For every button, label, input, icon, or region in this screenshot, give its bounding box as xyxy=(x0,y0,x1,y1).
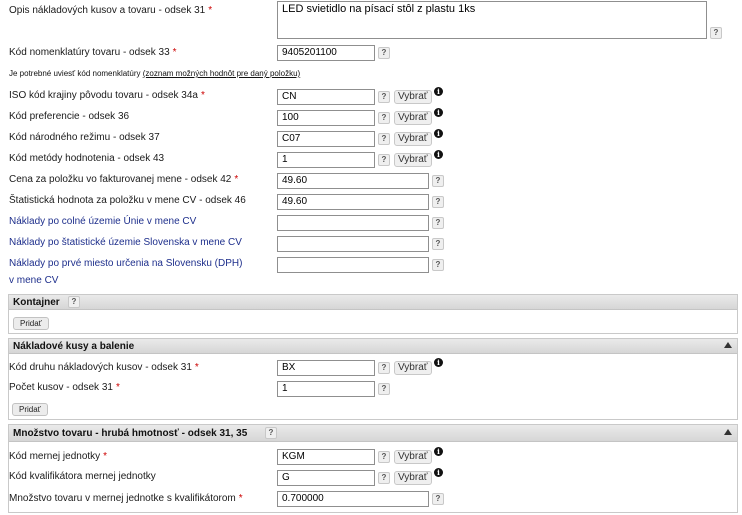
cena-polozky-help-icon[interactable]: ? xyxy=(432,175,444,187)
collapse-up-icon[interactable] xyxy=(724,342,732,348)
naklady-statisticke-label: Náklady po štatistické územie Slovenska v mene CV xyxy=(9,237,242,248)
mnozstvo-section-header[interactable] xyxy=(9,425,737,442)
metoda-hodnotenia-info-icon[interactable]: i xyxy=(434,150,443,159)
mnozstvo-kvalifikator-info-icon[interactable]: i xyxy=(434,468,443,477)
kusy-pridat-button[interactable]: Pridať xyxy=(12,403,48,416)
kontajner-section xyxy=(8,294,738,334)
nomenklatura-list-link[interactable]: (zoznam možných hodnôt pre daný položku) xyxy=(142,69,301,78)
mnozstvo-kvalifikator-input[interactable]: G xyxy=(277,470,375,486)
required-mark: * xyxy=(201,90,205,101)
naklady-prve-miesto-label: Náklady po prvé miesto určenia na Slovensku (DPH) xyxy=(9,258,243,269)
naklady-prve-miesto-label-line2: v mene CV xyxy=(9,275,59,286)
narodny-rezim-input[interactable]: C07 xyxy=(277,131,375,147)
mnozstvo-jednotka-help-icon[interactable]: ? xyxy=(378,451,390,463)
mnozstvo-kval-label: Množstvo tovaru v mernej jednotke s kvalifikátorom * xyxy=(9,493,243,504)
opis-textarea[interactable]: LED svietidlo na písací stôl z plastu 1ks xyxy=(277,1,707,39)
metoda-hodnotenia-vybrat-button[interactable]: Vybrať xyxy=(394,153,432,167)
mnozstvo-kvalifikator-vybrat-button[interactable]: Vybrať xyxy=(394,471,432,485)
iso-krajina-info-icon[interactable]: i xyxy=(434,87,443,96)
cena-polozky-input[interactable]: 49.60 xyxy=(277,173,429,189)
naklady-prve-miesto-input[interactable] xyxy=(277,257,429,273)
required-mark: * xyxy=(234,174,239,185)
preferencie-label: Kód preferencie - odsek 36 xyxy=(9,111,130,122)
kontajner-section-header[interactable] xyxy=(9,295,737,310)
kusy-pocet-help-icon[interactable]: ? xyxy=(378,383,390,395)
kusy-title: Nákladové kusy a balenie xyxy=(13,341,135,352)
metoda-hodnotenia-label: Kód metódy hodnotenia - odsek 43 xyxy=(9,153,165,164)
naklady-unia-input[interactable] xyxy=(277,215,429,231)
statisticka-hodnota-input[interactable]: 49.60 xyxy=(277,194,429,210)
nomenklatura-note: Je potrebné uviesť kód nomenklatúry (zoznam možných hodnôt pre daný položku) xyxy=(9,69,301,78)
kod-nomenklatury-help-icon[interactable]: ? xyxy=(378,47,390,59)
iso-krajina-label: ISO kód krajiny pôvodu tovaru - odsek 34a * xyxy=(9,90,205,101)
mnozstvo-title: Množstvo tovaru - hrubá hmotnosť - odsek 31, 35 xyxy=(13,428,248,439)
required-mark: * xyxy=(172,47,177,58)
naklady-unia-help-icon[interactable]: ? xyxy=(432,217,444,229)
statisticka-hodnota-label: Štatistická hodnota za položku v mene CV - odsek 46 xyxy=(9,195,246,206)
naklady-unia-label: Náklady po colné územie Únie v mene CV xyxy=(9,216,197,227)
metoda-hodnotenia-input[interactable]: 1 xyxy=(277,152,375,168)
preferencie-vybrat-button[interactable]: Vybrať xyxy=(394,111,432,125)
mnozstvo-kval-help-icon[interactable]: ? xyxy=(432,493,444,505)
metoda-hodnotenia-help-icon[interactable]: ? xyxy=(378,154,390,166)
iso-krajina-input[interactable]: CN xyxy=(277,89,375,105)
kontajner-title: Kontajner xyxy=(13,297,60,308)
mnozstvo-jednotka-info-icon[interactable]: i xyxy=(434,447,443,456)
kod-nomenklatury-input[interactable]: 9405201100 xyxy=(277,45,375,61)
mnozstvo-help-icon[interactable]: ? xyxy=(265,427,277,439)
naklady-prve-miesto-help-icon[interactable]: ? xyxy=(432,259,444,271)
required-mark: * xyxy=(103,451,108,462)
preferencie-input[interactable]: 100 xyxy=(277,110,375,126)
kusy-druh-help-icon[interactable]: ? xyxy=(378,362,390,374)
required-mark: * xyxy=(238,493,243,504)
statisticka-hodnota-help-icon[interactable]: ? xyxy=(432,196,444,208)
kusy-druh-info-icon[interactable]: i xyxy=(434,358,443,367)
required-mark: * xyxy=(115,382,120,393)
preferencie-info-icon[interactable]: i xyxy=(434,108,443,117)
kusy-druh-input[interactable]: BX xyxy=(277,360,375,376)
mnozstvo-kval-input[interactable]: 0.700000 xyxy=(277,491,429,507)
mnozstvo-jednotka-label: Kód mernej jednotky * xyxy=(9,451,108,462)
required-mark: * xyxy=(208,5,213,16)
narodny-rezim-label: Kód národného režimu - odsek 37 xyxy=(9,132,160,143)
kusy-pocet-label: Počet kusov - odsek 31 * xyxy=(9,382,120,393)
kontajner-pridat-button[interactable]: Pridať xyxy=(13,317,49,330)
kusy-druh-vybrat-button[interactable]: Vybrať xyxy=(394,361,432,375)
iso-krajina-help-icon[interactable]: ? xyxy=(378,91,390,103)
iso-krajina-vybrat-button[interactable]: Vybrať xyxy=(394,90,432,104)
opis-help-icon[interactable]: ? xyxy=(710,27,722,39)
mnozstvo-jednotka-input[interactable]: KGM xyxy=(277,449,375,465)
mnozstvo-kvalifikator-label: Kód kvalifikátora mernej jednotky xyxy=(9,471,156,482)
collapse-up-icon[interactable] xyxy=(724,429,732,435)
preferencie-help-icon[interactable]: ? xyxy=(378,112,390,124)
kusy-section-header[interactable] xyxy=(9,339,737,354)
mnozstvo-jednotka-vybrat-button[interactable]: Vybrať xyxy=(394,450,432,464)
narodny-rezim-info-icon[interactable]: i xyxy=(434,129,443,138)
narodny-rezim-help-icon[interactable]: ? xyxy=(378,133,390,145)
kod-nomenklatury-label: Kód nomenklatúry tovaru - odsek 33 * xyxy=(9,47,177,58)
narodny-rezim-vybrat-button[interactable]: Vybrať xyxy=(394,132,432,146)
kusy-druh-label: Kód druhu nákladových kusov - odsek 31 * xyxy=(9,362,199,373)
kusy-section xyxy=(8,338,738,420)
kontajner-help-icon[interactable]: ? xyxy=(68,296,80,308)
required-mark: * xyxy=(194,362,199,373)
naklady-statisticke-help-icon[interactable]: ? xyxy=(432,238,444,250)
mnozstvo-kvalifikator-help-icon[interactable]: ? xyxy=(378,472,390,484)
cena-polozky-label: Cena za položku vo fakturovanej mene - odsek 42 * xyxy=(9,174,239,185)
kusy-pocet-input[interactable]: 1 xyxy=(277,381,375,397)
opis-label: Opis nákladových kusov a tovaru - odsek 31 * xyxy=(9,5,213,16)
naklady-statisticke-input[interactable] xyxy=(277,236,429,252)
